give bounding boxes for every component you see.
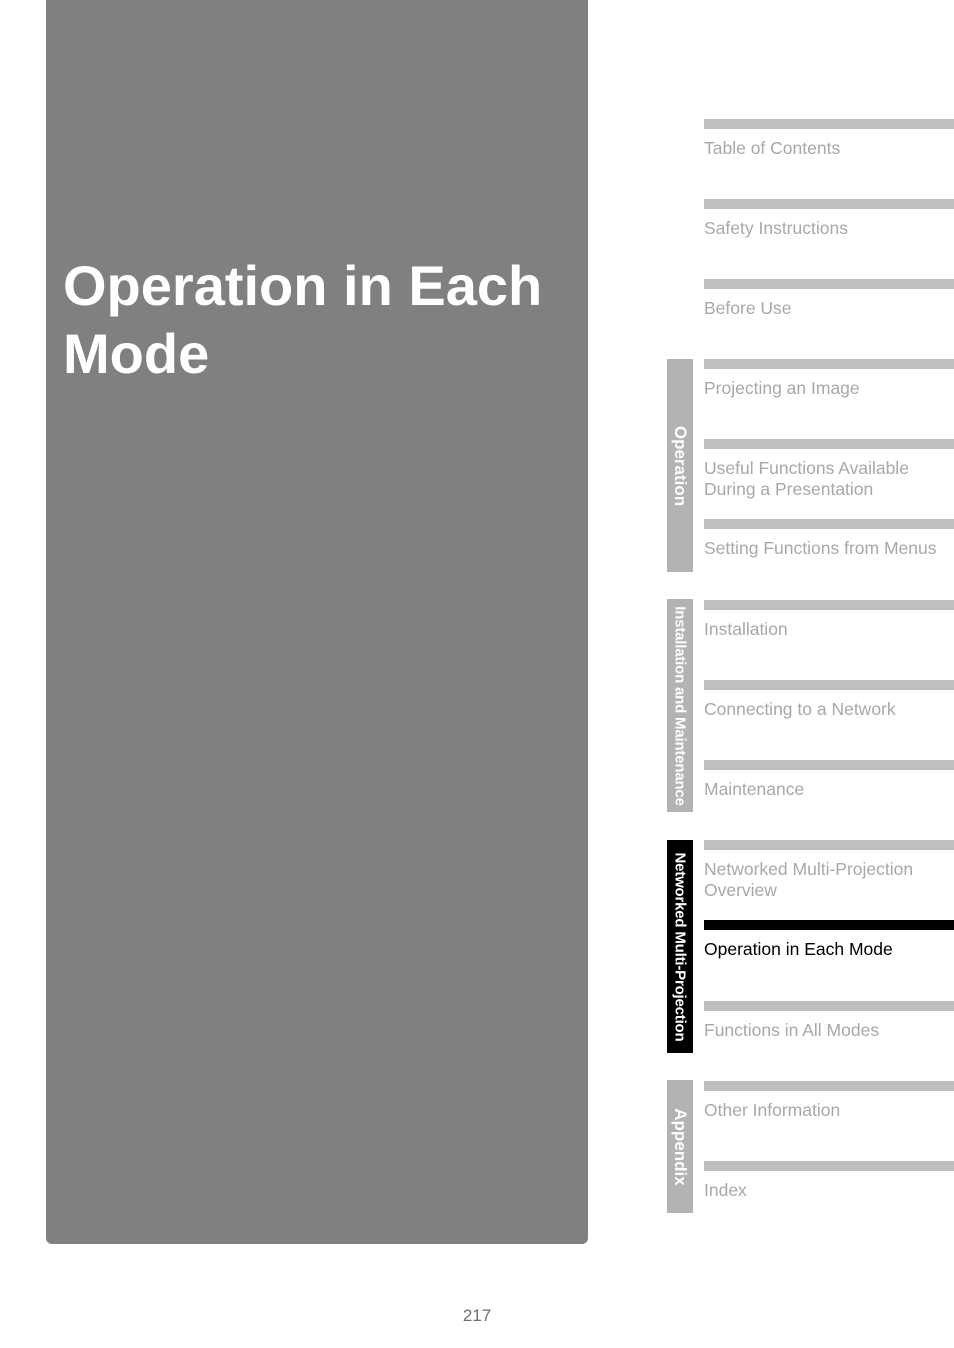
nav-item-projecting-an-image[interactable] <box>704 359 954 399</box>
nav-item-bar <box>704 1161 954 1171</box>
nav-item-label: Safety Instructions <box>704 218 848 238</box>
section-tab-operation[interactable] <box>667 359 693 572</box>
nav-item-bar <box>704 519 954 529</box>
nav-item-bar <box>704 840 954 850</box>
nav-item-bar <box>704 760 954 770</box>
nav-item-label: Index <box>704 1180 747 1200</box>
section-tab-appendix[interactable] <box>667 1080 693 1213</box>
nav-item-installation[interactable] <box>704 600 954 640</box>
nav-item-connecting-to-network[interactable] <box>704 680 954 720</box>
nav-item-label: Operation in Each Mode <box>704 939 893 959</box>
nav-item-other-information[interactable] <box>704 1081 954 1121</box>
nav-item-bar <box>704 920 954 930</box>
nav-item-maintenance[interactable] <box>704 760 954 800</box>
nav-item-setting-functions[interactable] <box>704 519 954 559</box>
nav-item-label: Table of Contents <box>704 138 841 158</box>
nav-item-operation-in-each-mode[interactable] <box>704 920 954 960</box>
section-tab-installation-maintenance[interactable] <box>667 599 693 812</box>
nav-item-before-use[interactable] <box>704 279 954 319</box>
section-tab-label: Networked Multi-Projection <box>671 852 689 1041</box>
chapter-cover-panel <box>46 0 588 1244</box>
nav-item-networked-multi-projection-overview[interactable] <box>704 840 954 901</box>
page-number: 217 <box>462 1306 492 1325</box>
nav-item-functions-in-all-modes[interactable] <box>704 1001 954 1041</box>
nav-item-label: Maintenance <box>704 779 805 799</box>
nav-item-label: Functions in All Modes <box>704 1020 880 1040</box>
nav-item-safety-instructions[interactable] <box>704 199 954 239</box>
nav-item-bar <box>704 680 954 690</box>
nav-item-label: Setting Functions from Menus <box>704 538 937 558</box>
nav-item-bar <box>704 119 954 129</box>
nav-item-bar <box>704 199 954 209</box>
nav-item-useful-functions[interactable] <box>704 439 954 500</box>
section-tab-label: Operation <box>671 425 690 506</box>
nav-item-label: Useful Functions Available During a Presentation <box>704 458 909 499</box>
section-tab-label: Installation and Maintenance <box>671 605 689 806</box>
nav-item-bar <box>704 359 954 369</box>
nav-item-bar <box>704 439 954 449</box>
nav-item-label: Other Information <box>704 1100 841 1120</box>
section-tab-label: Appendix <box>671 1107 690 1186</box>
section-tab-networked-multi-projection[interactable] <box>667 840 693 1053</box>
nav-item-bar <box>704 600 954 610</box>
chapter-title: Operation in Each Mode <box>63 254 543 385</box>
nav-item-label: Projecting an Image <box>704 378 860 398</box>
nav-item-label: Before Use <box>704 298 792 318</box>
nav-item-index[interactable] <box>704 1161 954 1201</box>
nav-item-label: Connecting to a Network <box>704 699 896 719</box>
nav-item-label: Networked Multi-Projection Overview <box>704 859 914 900</box>
nav-item-bar <box>704 279 954 289</box>
nav-item-bar <box>704 1001 954 1011</box>
nav-item-bar <box>704 1081 954 1091</box>
nav-item-label: Installation <box>704 619 788 639</box>
nav-item-table-of-contents[interactable] <box>704 119 954 159</box>
